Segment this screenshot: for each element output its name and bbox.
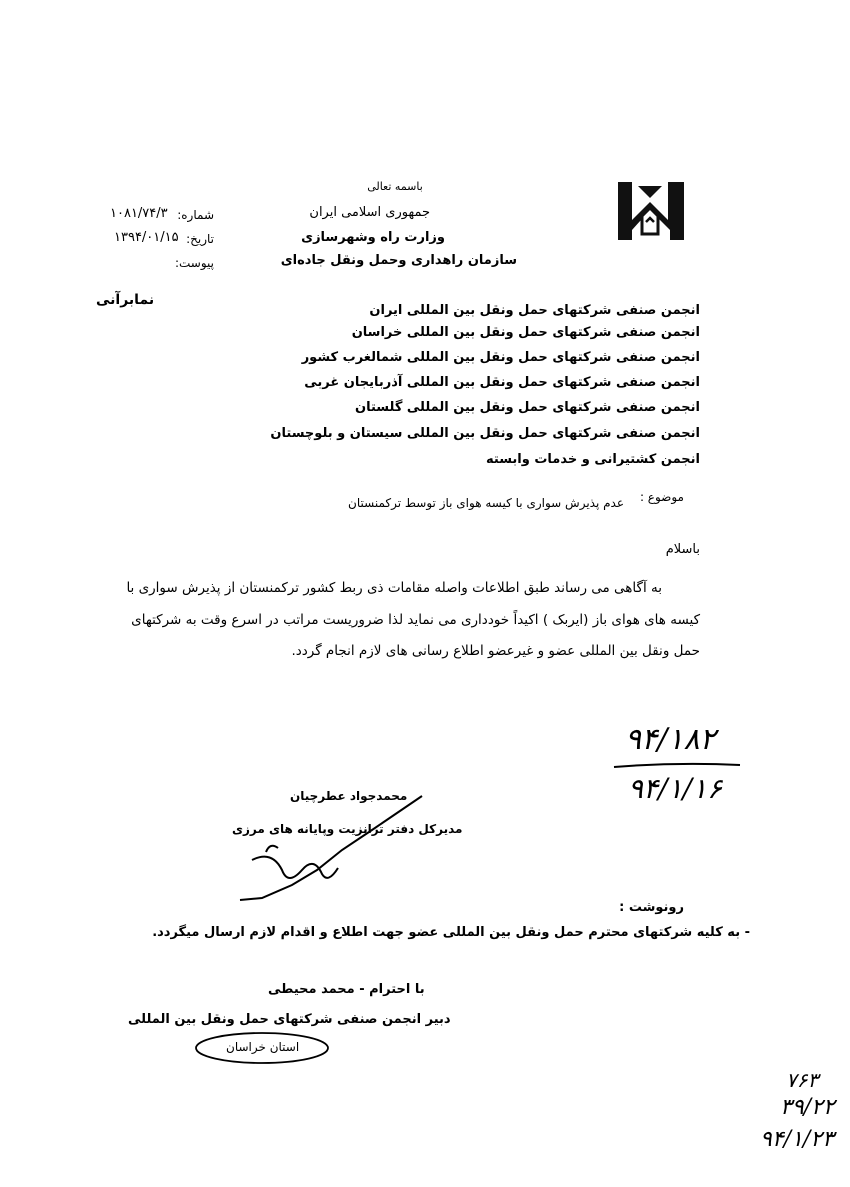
greeting: باسلام	[665, 542, 700, 557]
recipient-line: انجمن صنفی شرکتهای حمل ونقل بین المللی سیستان و بلوچستان	[270, 426, 700, 441]
recipient-line: انجمن صنفی شرکتهای حمل ونقل بین المللی گلستان	[355, 400, 700, 415]
fax-label: نمابرآنی	[96, 292, 155, 308]
cc-label: رونوشت :	[619, 900, 684, 915]
country-name: جمهوری اسلامی ایران	[309, 205, 430, 220]
recipient-line: انجمن کشتیرانی و خدمات وابسته	[486, 452, 700, 467]
number-label: شماره:	[177, 208, 214, 222]
recipient-line: انجمن صنفی شرکتهای حمل ونقل بین المللی ایران	[369, 303, 700, 318]
signatory-name: محمدجواد عطرچیان	[290, 789, 408, 803]
date-value: ۱۳۹۴/۰۱/۱۵	[114, 230, 179, 245]
organization-name: سازمان راهداری وحمل ونقل جاده‌ای	[280, 253, 517, 268]
stamp-text: استان خراسان	[226, 1040, 300, 1054]
number-value: ۱۰۸۱/۷۴/۳	[110, 206, 168, 221]
handwritten-date: ۹۴/۱/۱۶	[628, 772, 723, 805]
recipient-line: انجمن صنفی شرکتهای حمل ونقل بین المللی خراسان	[351, 325, 700, 340]
ministry-name: وزارت راه وشهرسازی	[301, 230, 445, 245]
body-line: به آگاهی می رساند طبق اطلاعات واصله مقامات ذی ربط کشور ترکمنستان از پذیرش سواری با	[126, 580, 662, 596]
margin-note: ۷۶۳	[786, 1068, 819, 1092]
road-organization-logo	[612, 176, 690, 246]
regards-line: با احترام - محمد محیطی	[268, 982, 425, 997]
margin-note: ۳۹/۲۲	[780, 1095, 835, 1120]
recipient-line: انجمن صنفی شرکتهای حمل ونقل بین المللی شمالغرب کشور	[301, 350, 700, 365]
signature-mark	[222, 790, 442, 910]
subject-label: موضوع :	[639, 490, 684, 504]
body-line: کیسه های هوای باز (ایربک ) اکیداً خودداری می نماید لذا ضروریست مراتب در اسرع وقت به شرکتهای	[131, 612, 700, 628]
date-label: تاریخ:	[186, 232, 214, 246]
subject-text: عدم پذیرش سواری با کیسه هوای باز توسط ترکمنستان	[348, 496, 624, 510]
invocation: باسمه تعالی	[367, 180, 423, 193]
body-line: حمل ونقل بین المللی عضو و غیرعضو اطلاع رسانی های لازم انجام گردد.	[291, 643, 700, 659]
secretary-title: دبیر انجمن صنفی شرکتهای حمل ونقل بین المللی	[128, 1012, 451, 1027]
handwritten-underline	[612, 762, 742, 770]
signatory-title: مدیرکل دفتر ترانزیت وپایانه های مرزی	[232, 822, 463, 836]
recipient-line: انجمن صنفی شرکتهای حمل ونقل بین المللی آذربایجان غربی	[304, 375, 700, 390]
margin-note: ۹۴/۱/۲۳	[760, 1127, 834, 1152]
attachment-label: پیوست:	[174, 256, 214, 270]
handwritten-number: ۹۴/۱۸۲	[625, 722, 716, 757]
cc-text: - به کلیه شرکتهای محترم حمل ونقل بین المللی عضو جهت اطلاع و اقدام لازم ارسال میگردد.	[152, 925, 750, 940]
